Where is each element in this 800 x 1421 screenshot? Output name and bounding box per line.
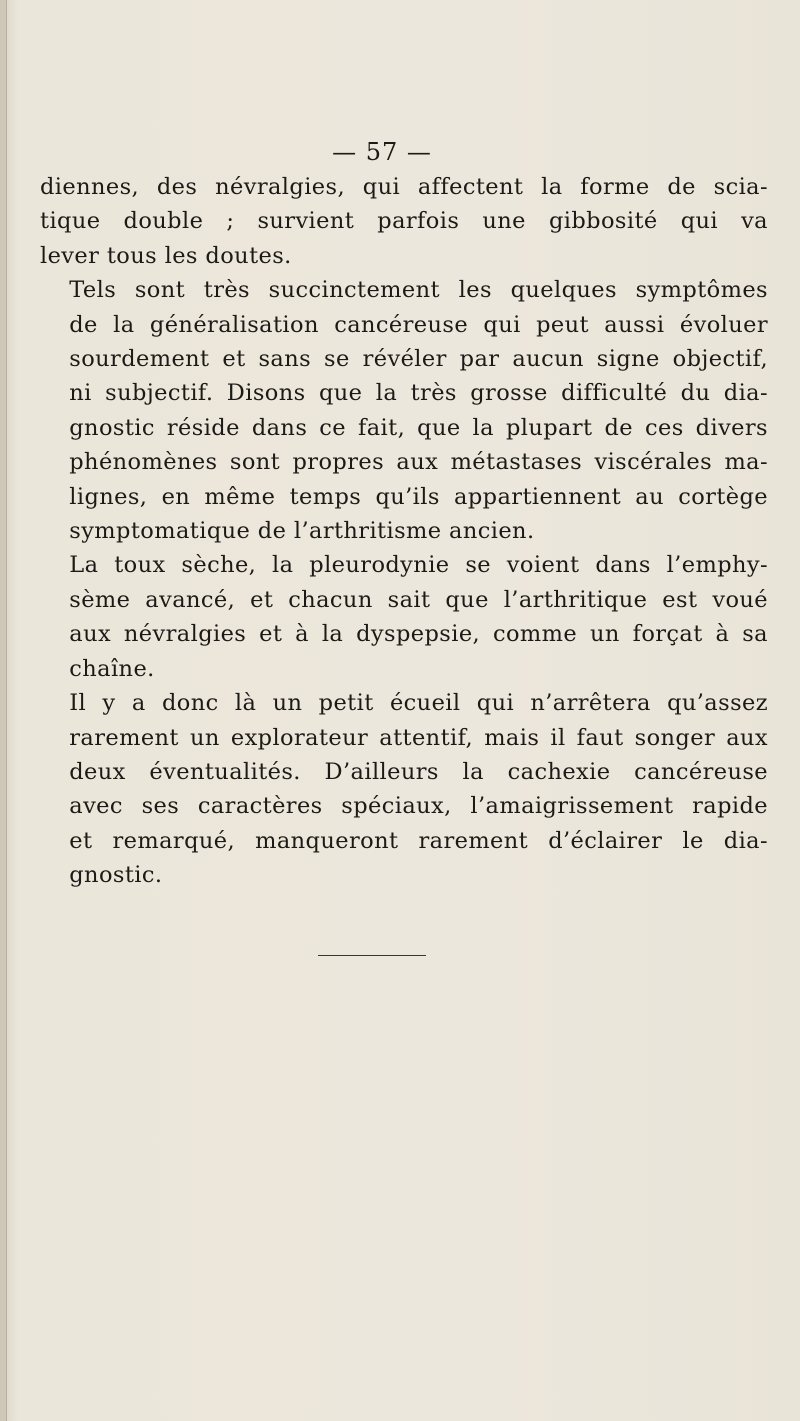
text-line: avec ses caractères spéciaux, l’amaigrissement rapide: [69, 793, 768, 820]
text-line: gnostic réside dans ce fait, que la plupart de ces divers: [69, 414, 768, 441]
text-line: Il y a donc là un petit écueil qui n’arrêtera qu’assez: [69, 690, 768, 717]
text-line: Tels sont très succinctement les quelques symptômes: [69, 277, 768, 304]
paragraph: [40, 548, 768, 686]
paragraph: [40, 273, 768, 548]
text-line: ni subjectif. Disons que la très grosse difficulté du dia-: [69, 380, 768, 407]
text-line: symptomatique de l’arthritisme ancien.: [69, 518, 535, 545]
text-line: diennes, des névralgies, qui affectent la forme de scia-: [40, 174, 768, 200]
paragraph: [40, 170, 768, 273]
text-line: aux névralgies et à la dyspepsie, comme un forçat à sa: [69, 621, 768, 648]
text-line: lignes, en même temps qu’ils appartiennent au cortège: [69, 483, 768, 510]
text-line: gnostic.: [69, 862, 163, 889]
text-line: deux éventualités. D’ailleurs la cachexie cancéreuse: [69, 758, 768, 785]
body-text: [40, 170, 768, 893]
text-line: et remarqué, manqueront rarement d’éclairer le dia-: [69, 827, 768, 854]
text-line: rarement un explorateur attentif, mais il faut songer aux: [69, 724, 768, 751]
text-line: La toux sèche, la pleurodynie se voient dans l’emphy-: [69, 552, 768, 579]
paragraph: [40, 686, 768, 892]
text-line: sème avancé, et chacun sait que l’arthritique est voué: [69, 586, 768, 613]
end-rule: [318, 955, 426, 956]
text-line: de la généralisation cancéreuse qui peut aussi évoluer: [69, 311, 768, 338]
text-line: tique double ; survient parfois une gibbosité qui va: [40, 208, 768, 235]
text-line: lever tous les doutes.: [40, 242, 292, 269]
text-line: phénomènes sont propres aux métastases viscérales ma-: [69, 449, 768, 476]
page-number: — 57 —: [332, 138, 432, 166]
text-line: chaîne.: [69, 655, 155, 682]
page-binding-edge: [0, 0, 7, 1421]
text-line: sourdement et sans se révéler par aucun signe objectif,: [69, 346, 768, 373]
